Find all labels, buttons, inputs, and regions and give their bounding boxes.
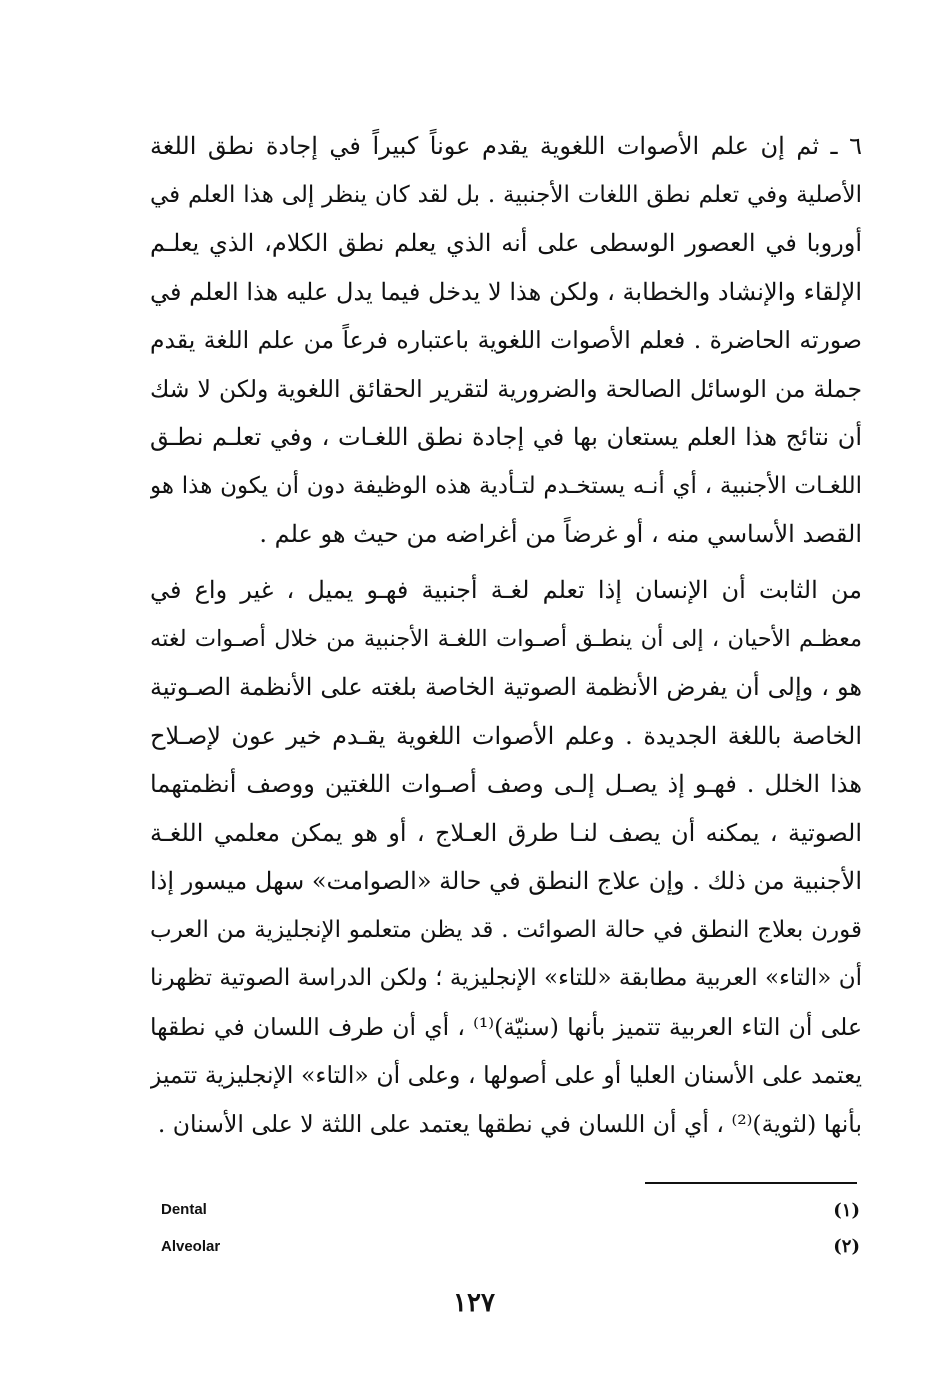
- text-line: الإلقاء والإنشاد والخطابة ، ولكن هذا لا يدخل فيما يدل عليه هذا العلم في: [150, 277, 862, 306]
- text-line: القصد الأساسي منه ، أو غرضاً من أغراضه من حيث هو علم .: [259, 520, 862, 548]
- text-line: هو ، وإلى أن يفرض الأنظمة الصوتية الخاصة بلغته على الأنظمة الصـوتية: [150, 673, 862, 701]
- text-line: أن نتائج هذا العلم يستعان بها في إجادة نطق اللغـات ، وفي تعلـم نطـق: [150, 423, 862, 451]
- text-line: على أن التاء العربية تتميز بأنها (سنيّة)⁽¹⁾ ، أي أن طرف اللسان في نطقها: [150, 1012, 862, 1041]
- text-line: ٦ ـ ثم إن علم الأصوات اللغوية يقدم عوناً كبيراً في إجادة نطق اللغة: [150, 132, 862, 160]
- text-line: الخاصة باللغة الجديدة . وعلم الأصوات اللغوية يقـدم خير عون لإصـلاح: [150, 721, 862, 750]
- text-line: يعتمد على الأسنان العليا أو على أصولها ، وعلى أن «التاء» الإنجليزية تتميز: [150, 1061, 862, 1089]
- footnote-term: Alveolar: [161, 1238, 221, 1255]
- footnote-term: Dental: [161, 1201, 207, 1218]
- text-line: أوروبا في العصور الوسطى على أنه الذي يعلم نطق الكلام، الذي يعلـم: [150, 229, 862, 257]
- page-number: ١٢٧: [453, 1288, 495, 1318]
- text-line: اللغـات الأجنبية ، أي أنـه يستخـدم لتـأدية هذه الوظيفة دون أن يكون هذا هو: [150, 472, 862, 499]
- text-line: الأجنبية من ذلك . وإن علاج النطق في حالة «الصوامت» سهل ميسور إذا: [150, 867, 862, 895]
- text-line: صورته الحاضرة . فعلم الأصوات اللغوية باعتباره فرعاً من علم اللغة يقدم: [150, 326, 862, 354]
- text-line: أن «التاء» العربية مطابقة «للتاء» الإنجليزية ؛ ولكن الدراسة الصوتية تظهرنا: [150, 965, 862, 991]
- text-line: بأنها (لثوية)⁽²⁾ ، أي أن اللسان في نطقها يعتمد على اللثة لا على الأسنان .: [157, 1109, 862, 1138]
- text-line: الصوتية ، يمكنه أن يصف لنـا طرق العـلاج ، أو هو يمكن معلمي اللغـة: [150, 818, 862, 847]
- footnote-number: (٢): [833, 1236, 860, 1257]
- text-line: الأصلية وفي تعلم نطق اللغات الأجنبية . بل لقد كان ينظر إلى هذا العلم في: [150, 181, 862, 208]
- paragraph-1: [150, 122, 862, 559]
- footnote-number: (١): [833, 1200, 860, 1221]
- text-line: هذا الخلل . فهـو إذ يصـل إلـى وصف أصـوات اللغتين ووصف أنظمتهما: [150, 770, 862, 798]
- text-line: قورن بعلاج النطق في حالة الصوائت . قد يظن متعلمو الإنجليزية من العرب: [150, 916, 862, 943]
- paragraph-2: [150, 566, 862, 1148]
- text-line: معظـم الأحيان ، إلى أن ينطـق أصـوات اللغـة الأجنبية من خلال أصـوات لغته: [150, 625, 862, 652]
- text-line: من الثابت أن الإنسان إذا تعلم لغـة أجنبية فهـو يميل ، غير واع في: [150, 576, 862, 604]
- footnote-separator: [645, 1182, 857, 1184]
- text-line: جملة من الوسائل الصالحة والضرورية لتقرير الحقائق اللغوية ولكن لا شك: [150, 374, 862, 403]
